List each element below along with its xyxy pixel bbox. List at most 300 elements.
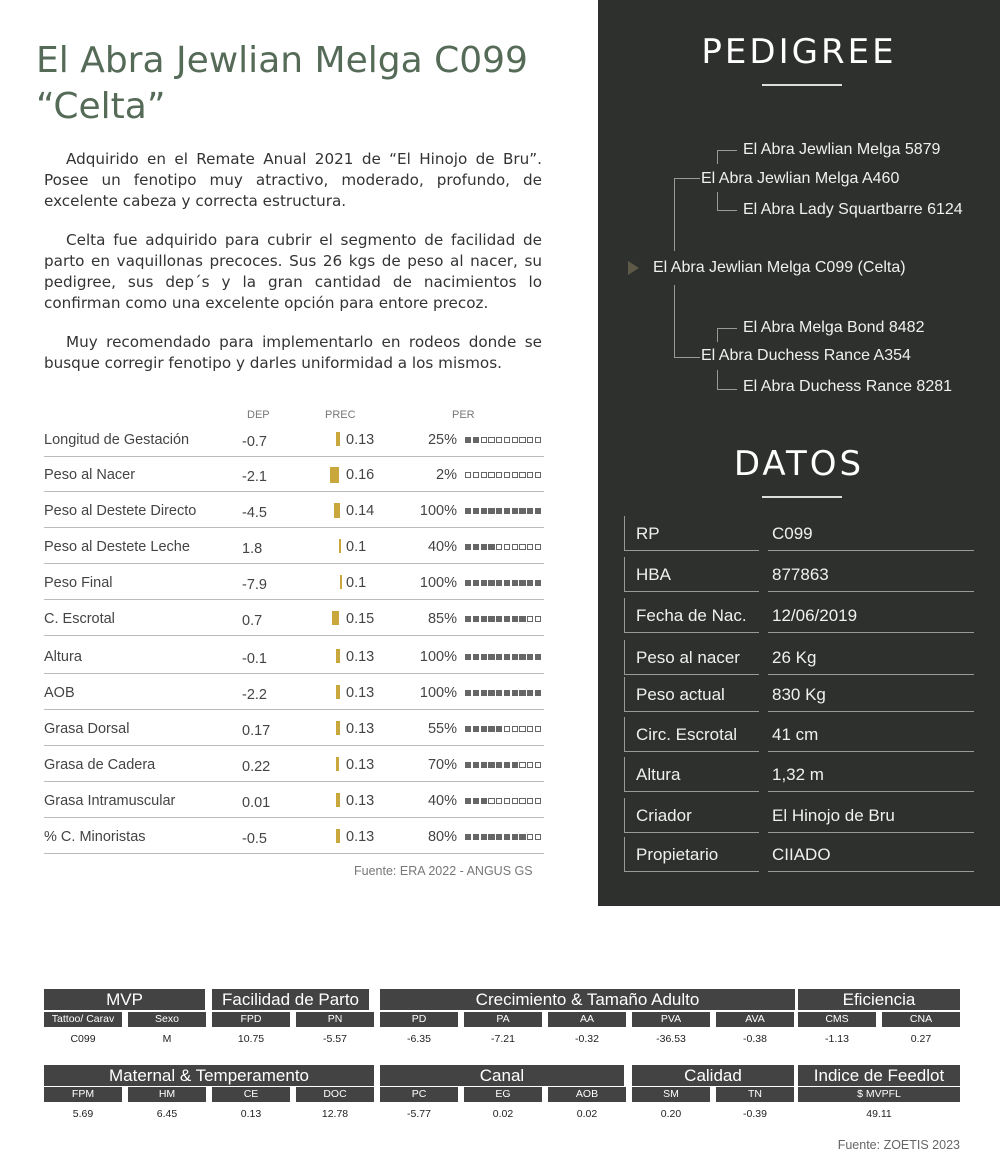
arrow-icon: [628, 261, 639, 275]
ep-row: [44, 527, 544, 564]
percentile-cell: [519, 726, 525, 732]
zoetis-value: 0.02: [576, 1108, 598, 1120]
ep-row-per: 80%: [427, 829, 457, 845]
ep-row-per: 55%: [427, 721, 457, 737]
percentile-cell: [496, 690, 502, 696]
datos-value-cell: [768, 837, 974, 872]
datos-value: 830 Kg: [772, 685, 826, 704]
percentile-cell: [473, 834, 479, 840]
ep-row-prec: 0.13: [346, 757, 375, 773]
tree-line: [717, 370, 718, 389]
percentile-cell: [488, 472, 494, 478]
ep-row-name: Peso al Nacer: [44, 467, 136, 483]
datos-value-cell: [768, 717, 974, 752]
percentile-cell: [465, 580, 471, 586]
percentile-cell: [535, 508, 541, 514]
datos-label: Altura: [636, 765, 681, 784]
percentile-cell: [519, 472, 525, 478]
ep-row: [44, 491, 544, 528]
pedigree-sire-dam: El Abra Lady Squartbarre 6124: [743, 201, 963, 218]
percentile-cell: [527, 798, 533, 804]
percentile-cell: [481, 544, 487, 550]
prec-bar: [336, 757, 339, 771]
percentile-cell: [481, 616, 487, 622]
percentile-bar: [465, 508, 541, 514]
ep-row-per: 85%: [427, 611, 457, 627]
percentile-cell: [496, 834, 502, 840]
datos-row: [624, 757, 974, 791]
datos-row: [624, 717, 974, 751]
percentile-cell: [504, 508, 510, 514]
percentile-cell: [512, 508, 518, 514]
zoetis-value: -0.39: [743, 1108, 767, 1120]
percentile-cell: [473, 654, 479, 660]
percentile-cell: [473, 690, 479, 696]
percentile-cell: [481, 472, 487, 478]
ep-header-prec: PREC: [325, 409, 356, 421]
datos-row: [624, 640, 974, 674]
ep-row-per: 40%: [427, 539, 457, 555]
zoetis-value: 0.20: [660, 1108, 682, 1120]
zoetis-value: -6.35: [407, 1033, 431, 1045]
ep-row-dep: -2.1: [242, 469, 267, 485]
zoetis-col-header: EG: [464, 1087, 542, 1102]
percentile-cell: [535, 798, 541, 804]
percentile-cell: [496, 654, 502, 660]
datos-label: Peso actual: [636, 685, 725, 704]
ep-row-prec: 0.13: [346, 649, 375, 665]
ep-row-name: Grasa Intramuscular: [44, 793, 176, 809]
percentile-cell: [481, 762, 487, 768]
ep-row-per: 100%: [419, 685, 457, 701]
datos-row: [624, 557, 974, 591]
percentile-cell: [481, 798, 487, 804]
percentile-cell: [527, 544, 533, 550]
percentile-cell: [504, 580, 510, 586]
percentile-cell: [465, 437, 471, 443]
percentile-cell: [527, 654, 533, 660]
percentile-cell: [519, 690, 525, 696]
percentile-cell: [519, 762, 525, 768]
zoetis-source: Fuente: ZOETIS 2023: [837, 1138, 960, 1152]
percentile-cell: [535, 690, 541, 696]
percentile-cell: [512, 472, 518, 478]
datos-value: C099: [772, 524, 813, 543]
datos-label: HBA: [636, 565, 671, 584]
ep-row-prec: 0.13: [346, 721, 375, 737]
datos-heading: DATOS: [733, 444, 865, 484]
ep-row-per: 100%: [419, 575, 457, 591]
datos-label-cell: [624, 598, 759, 633]
zoetis-col-header: AVA: [716, 1012, 794, 1027]
zoetis-value: 5.69: [72, 1108, 94, 1120]
datos-label-cell: [624, 677, 759, 712]
percentile-cell: [504, 762, 510, 768]
zoetis-col-header: Tattoo/ Carav: [44, 1012, 122, 1027]
percentile-cell: [481, 690, 487, 696]
percentile-cell: [496, 726, 502, 732]
percentile-cell: [504, 544, 510, 550]
zoetis-group-header: Indice de Feedlot: [798, 1065, 960, 1086]
zoetis-col-header: AOB: [548, 1087, 626, 1102]
zoetis-col-header: Sexo: [128, 1012, 206, 1027]
percentile-cell: [473, 472, 479, 478]
tree-line: [674, 178, 700, 179]
percentile-cell: [496, 798, 502, 804]
zoetis-value: -0.38: [743, 1033, 767, 1045]
percentile-cell: [496, 508, 502, 514]
percentile-cell: [519, 798, 525, 804]
percentile-cell: [496, 762, 502, 768]
tree-line: [674, 357, 700, 358]
percentile-cell: [488, 616, 494, 622]
percentile-cell: [527, 437, 533, 443]
zoetis-col-header: SM: [632, 1087, 710, 1102]
zoetis-col-header: FPD: [212, 1012, 290, 1027]
percentile-bar: [465, 690, 541, 696]
zoetis-value: M: [162, 1033, 172, 1045]
percentile-cell: [512, 762, 518, 768]
percentile-cell: [519, 654, 525, 660]
percentile-cell: [504, 690, 510, 696]
pedigree-sire: El Abra Jewlian Melga A460: [701, 170, 900, 187]
percentile-cell: [527, 580, 533, 586]
ep-row-prec: 0.14: [346, 503, 375, 519]
percentile-cell: [504, 726, 510, 732]
percentile-cell: [512, 580, 518, 586]
prec-bar: [336, 829, 340, 843]
percentile-bar: [465, 654, 541, 660]
ep-row: [44, 817, 544, 854]
ep-row-dep: 1.8: [242, 541, 263, 557]
percentile-cell: [527, 690, 533, 696]
ep-row-name: C. Escrotal: [44, 611, 115, 627]
ep-row: [44, 673, 544, 710]
tree-line: [717, 150, 737, 151]
percentile-cell: [512, 616, 518, 622]
percentile-cell: [535, 834, 541, 840]
zoetis-group-header: Maternal & Temperamento: [44, 1065, 374, 1086]
datos-value: El Hinojo de Bru: [772, 806, 895, 825]
percentile-bar: [465, 762, 541, 768]
datos-value-cell: [768, 516, 974, 551]
datos-value-cell: [768, 557, 974, 592]
percentile-cell: [465, 616, 471, 622]
percentile-cell: [519, 508, 525, 514]
pedigree-sire-sire: El Abra Jewlian Melga 5879: [743, 141, 941, 158]
ep-row-prec: 0.13: [346, 829, 375, 845]
ep-header-per: PER: [452, 409, 475, 421]
percentile-cell: [535, 580, 541, 586]
datos-value: 12/06/2019: [772, 606, 858, 625]
percentile-bar: [465, 544, 541, 550]
zoetis-col-header: AA: [548, 1012, 626, 1027]
pedigree-dam-dam: El Abra Duchess Rance 8281: [743, 378, 953, 395]
zoetis-col-header: HM: [128, 1087, 206, 1102]
percentile-cell: [488, 762, 494, 768]
zoetis-value: 10.75: [237, 1033, 265, 1045]
prec-bar: [336, 793, 340, 807]
side-panel: [598, 0, 1000, 906]
ep-row-dep: 0.7: [242, 613, 263, 629]
datos-value-cell: [768, 757, 974, 792]
zoetis-col-header: PN: [296, 1012, 374, 1027]
percentile-cell: [512, 834, 518, 840]
ep-row-prec: 0.13: [346, 432, 375, 448]
zoetis-col-header: CMS: [798, 1012, 876, 1027]
ep-row-name: Peso Final: [44, 575, 113, 591]
ep-row: [44, 420, 544, 457]
ep-row: [44, 455, 544, 492]
ep-row-name: % C. Minoristas: [44, 829, 146, 845]
prec-bar: [336, 432, 340, 446]
percentile-cell: [519, 834, 525, 840]
percentile-cell: [535, 437, 541, 443]
datos-label: Fecha de Nac.: [636, 606, 747, 625]
percentile-cell: [473, 544, 479, 550]
ep-row-prec: 0.13: [346, 685, 375, 701]
zoetis-col-header: $ MVPFL: [798, 1087, 960, 1102]
percentile-cell: [481, 580, 487, 586]
datos-label: Criador: [636, 806, 692, 825]
pedigree-animal: El Abra Jewlian Melga C099 (Celta): [653, 259, 906, 276]
percentile-cell: [465, 762, 471, 768]
pedigree-rule: [762, 84, 842, 86]
ep-source: Fuente: ERA 2022 - ANGUS GS: [354, 864, 533, 878]
percentile-cell: [465, 508, 471, 514]
percentile-cell: [488, 580, 494, 586]
zoetis-group-header: Canal: [380, 1065, 624, 1086]
percentile-cell: [488, 834, 494, 840]
prec-bar: [336, 721, 340, 735]
percentile-cell: [473, 508, 479, 514]
percentile-cell: [481, 508, 487, 514]
datos-row: [624, 598, 974, 632]
percentile-cell: [535, 544, 541, 550]
ep-row-prec: 0.13: [346, 793, 375, 809]
percentile-cell: [496, 472, 502, 478]
percentile-cell: [512, 437, 518, 443]
tree-line: [717, 328, 718, 342]
ep-row: [44, 781, 544, 818]
percentile-cell: [519, 544, 525, 550]
percentile-cell: [512, 798, 518, 804]
tree-line: [717, 389, 737, 390]
prec-bar: [332, 611, 339, 625]
percentile-cell: [465, 834, 471, 840]
datos-value: 877863: [772, 565, 829, 584]
zoetis-col-header: PC: [380, 1087, 458, 1102]
prec-bar: [336, 649, 340, 663]
pedigree-dam-sire: El Abra Melga Bond 8482: [743, 319, 925, 336]
percentile-cell: [519, 437, 525, 443]
datos-value-cell: [768, 798, 974, 833]
datos-label-cell: [624, 837, 759, 872]
zoetis-col-header: PD: [380, 1012, 458, 1027]
datos-label-cell: [624, 516, 759, 551]
percentile-cell: [473, 616, 479, 622]
zoetis-value: 0.02: [492, 1108, 514, 1120]
percentile-cell: [535, 654, 541, 660]
percentile-cell: [527, 616, 533, 622]
percentile-cell: [488, 690, 494, 696]
zoetis-value: -5.57: [323, 1033, 347, 1045]
percentile-cell: [488, 508, 494, 514]
zoetis-group-header: Eficiencia: [798, 989, 960, 1010]
percentile-cell: [473, 726, 479, 732]
ep-row-dep: 0.17: [242, 723, 271, 739]
pedigree-heading: PEDIGREE: [701, 32, 897, 72]
percentile-cell: [465, 798, 471, 804]
percentile-cell: [488, 654, 494, 660]
zoetis-col-header: CNA: [882, 1012, 960, 1027]
percentile-cell: [488, 437, 494, 443]
paragraph-1: Adquirido en el Remate Anual 2021 de “El Hinojo de Bru”. Posee un fenotipo muy atractivo, moderado, profundo, de excelente cabeza y correcta estructura.: [44, 150, 542, 210]
percentile-cell: [504, 798, 510, 804]
percentile-cell: [481, 654, 487, 660]
percentile-cell: [496, 616, 502, 622]
percentile-bar: [465, 472, 541, 478]
zoetis-value: 0.27: [910, 1033, 932, 1045]
ep-row-dep: 0.22: [242, 759, 271, 775]
zoetis-group-header: MVP: [44, 989, 205, 1010]
ep-row-per: 100%: [419, 649, 457, 665]
datos-label-cell: [624, 640, 759, 675]
percentile-cell: [504, 437, 510, 443]
datos-value: 26 Kg: [772, 648, 817, 667]
zoetis-value: -5.77: [407, 1108, 431, 1120]
ep-row: [44, 599, 544, 636]
ep-row-per: 2%: [436, 467, 457, 483]
zoetis-value: -7.21: [491, 1033, 515, 1045]
datos-label-cell: [624, 717, 759, 752]
percentile-cell: [481, 726, 487, 732]
zoetis-value: -0.32: [575, 1033, 599, 1045]
ep-row-dep: -7.9: [242, 577, 267, 593]
datos-rule: [762, 496, 842, 498]
datos-value-cell: [768, 598, 974, 633]
zoetis-col-header: CE: [212, 1087, 290, 1102]
percentile-cell: [496, 544, 502, 550]
percentile-cell: [504, 472, 510, 478]
percentile-bar: [465, 726, 541, 732]
prec-bar: [340, 575, 342, 589]
tree-line: [717, 192, 718, 210]
zoetis-group-header: Facilidad de Parto: [212, 989, 369, 1010]
ep-row-name: Peso al Destete Leche: [44, 539, 190, 555]
ep-row-name: Longitud de Gestación: [44, 432, 190, 448]
paragraph-3: Muy recomendado para implementarlo en rodeos donde se busque corregir fenotipo y darles uniformidad a los mismos.: [44, 333, 542, 372]
zoetis-col-header: DOC: [296, 1087, 374, 1102]
ep-row-dep: -0.1: [242, 651, 267, 667]
zoetis-value: 6.45: [156, 1108, 178, 1120]
ep-row-dep: -4.5: [242, 505, 267, 521]
datos-value: 41 cm: [772, 725, 819, 744]
percentile-cell: [527, 472, 533, 478]
percentile-cell: [481, 834, 487, 840]
ep-row-prec: 0.15: [346, 611, 375, 627]
datos-row: [624, 837, 974, 871]
tree-line: [674, 285, 675, 357]
percentile-cell: [465, 472, 471, 478]
percentile-cell: [527, 508, 533, 514]
ep-row-per: 100%: [419, 503, 457, 519]
datos-row: [624, 516, 974, 550]
datos-label-cell: [624, 557, 759, 592]
zoetis-col-header: FPM: [44, 1087, 122, 1102]
paragraph-2: Celta fue adquirido para cubrir el segmento de facilidad de parto en vaquillonas precoces. Sus 26 kgs de peso al nacer, su pedigree, sus dep´s y la gran cantidad de nacimientos lo confirman como una excelente opción para entore precoz.: [44, 231, 542, 312]
percentile-cell: [512, 690, 518, 696]
ep-row-name: AOB: [44, 685, 75, 701]
zoetis-col-header: PA: [464, 1012, 542, 1027]
datos-value: CIIADO: [772, 845, 831, 864]
percentile-cell: [488, 726, 494, 732]
datos-label: Peso al nacer: [636, 648, 740, 667]
percentile-cell: [527, 762, 533, 768]
prec-bar: [330, 467, 339, 483]
prec-bar: [339, 539, 341, 553]
ep-row-dep: -2.2: [242, 687, 267, 703]
datos-value: 1,32 m: [772, 765, 824, 784]
zoetis-value: 12.78: [321, 1108, 349, 1120]
zoetis-value: 49.11: [866, 1108, 892, 1120]
datos-label-cell: [624, 757, 759, 792]
ep-header-dep: DEP: [247, 409, 270, 421]
datos-row: [624, 677, 974, 711]
pedigree-dam: El Abra Duchess Rance A354: [701, 347, 911, 364]
percentile-cell: [535, 726, 541, 732]
percentile-cell: [504, 654, 510, 660]
datos-value-cell: [768, 640, 974, 675]
percentile-bar: [465, 798, 541, 804]
ep-row-dep: 0.01: [242, 795, 271, 811]
ep-row-per: 25%: [427, 432, 457, 448]
percentile-cell: [465, 690, 471, 696]
percentile-cell: [473, 798, 479, 804]
zoetis-group-header: Crecimiento & Tamaño Adulto: [380, 989, 795, 1010]
prec-bar: [334, 503, 340, 518]
ep-row-name: Grasa Dorsal: [44, 721, 130, 737]
percentile-cell: [504, 834, 510, 840]
ep-row: [44, 745, 544, 782]
ep-row-per: 70%: [427, 757, 457, 773]
ep-row: [44, 637, 544, 674]
percentile-cell: [535, 762, 541, 768]
tree-line: [674, 178, 675, 251]
percentile-bar: [465, 834, 541, 840]
zoetis-value: 0.13: [240, 1108, 262, 1120]
zoetis-value: -36.53: [656, 1033, 686, 1045]
percentile-cell: [488, 544, 494, 550]
percentile-cell: [519, 616, 525, 622]
datos-row: [624, 798, 974, 832]
percentile-cell: [535, 616, 541, 622]
percentile-bar: [465, 580, 541, 586]
datos-value-cell: [768, 677, 974, 712]
ep-row: [44, 709, 544, 746]
zoetis-group-header: Calidad: [632, 1065, 794, 1086]
percentile-bar: [465, 616, 541, 622]
percentile-cell: [496, 437, 502, 443]
ep-row-name: Peso al Destete Directo: [44, 503, 197, 519]
page-title: El Abra Jewlian Melga C099 “Celta”: [36, 40, 528, 127]
percentile-cell: [465, 654, 471, 660]
zoetis-col-header: PVA: [632, 1012, 710, 1027]
prec-bar: [336, 685, 340, 699]
tree-line: [717, 210, 737, 211]
ep-row-dep: -0.7: [242, 434, 267, 450]
percentile-cell: [481, 437, 487, 443]
